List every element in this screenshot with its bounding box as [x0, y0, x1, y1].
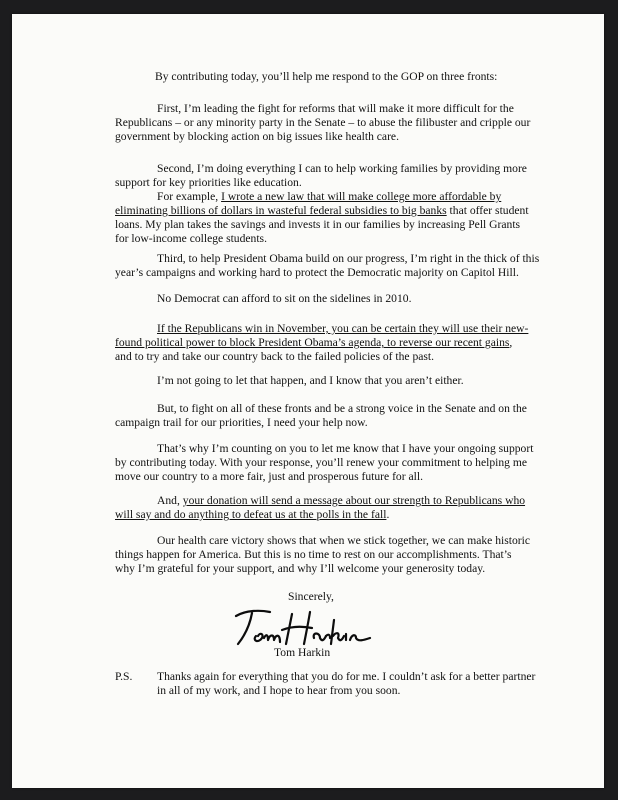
p3-line-4: for low-income college students.	[115, 232, 267, 245]
p1-line-2: Republicans – or any minority party in the Senate – to abuse the filibuster and cripple our	[115, 116, 531, 129]
p6-line-1	[157, 322, 528, 336]
signature	[230, 606, 380, 650]
p3-underlined-text: I wrote a new law that will make college more affordable by	[221, 190, 502, 203]
p9-line-2: by contributing today. With your response, you’ll renew your commitment to helping me	[115, 456, 528, 469]
p3-text: For example,	[157, 190, 222, 203]
p6-text: ,	[509, 336, 513, 349]
p3-line-3: loans. My plan takes the savings and invests it in our families by increasing Pell Grants	[115, 218, 521, 231]
p3-underlined-text: eliminating billions of dollars in wasteful federal subsidies to big banks	[115, 204, 447, 217]
p3-line-1	[157, 190, 501, 204]
p3-line-2	[115, 204, 529, 218]
p2-line-1: Second, I’m doing everything I can to help working families by providing more	[157, 162, 527, 175]
closing: Sincerely,	[288, 590, 334, 603]
ps-label: P.S.	[115, 670, 133, 683]
p10-text: .	[386, 508, 390, 521]
p4-line-2: year’s campaigns and working hard to protect the Democratic majority on Capitol Hill.	[115, 266, 519, 279]
p5-line: No Democrat can afford to sit on the sidelines in 2010.	[157, 292, 412, 305]
intro-line: By contributing today, you’ll help me respond to the GOP on three fronts:	[155, 70, 498, 83]
p3-text: that offer student	[446, 204, 529, 217]
p2-line-2: support for key priorities like education.	[115, 176, 302, 189]
p6-underlined-text: If the Republicans win in November, you can be certain they will use their new-	[157, 322, 529, 335]
ps-line-1: Thanks again for everything that you do for me. I couldn’t ask for a better partner	[157, 670, 536, 683]
p1-line-1: First, I’m leading the fight for reforms that will make it more difficult for the	[157, 102, 514, 115]
p10-underlined-text: your donation will send a message about our strength to Republicans who	[182, 494, 526, 507]
p10-line-2	[115, 508, 389, 522]
p9-line-3: move our country to a more fair, just and prosperous future for all.	[115, 470, 423, 483]
p7-line: I’m not going to let that happen, and I know that you aren’t either.	[157, 374, 464, 387]
p11-line-2: things happen for America. But this is no time to rest on our accomplishments. That’s	[115, 548, 512, 561]
p6-underlined-text: found political power to block President Obama’s agenda, to reverse our recent gains	[115, 336, 510, 349]
p10-text: And,	[157, 494, 183, 507]
signer-name: Tom Harkin	[274, 646, 331, 659]
p8-line-2: campaign trail for our priorities, I need your help now.	[115, 416, 368, 429]
p8-line-1: But, to fight on all of these fronts and be a strong voice in the Senate and on the	[157, 402, 527, 415]
p10-line-1	[157, 494, 525, 508]
p11-line-1: Our health care victory shows that when we stick together, we can make historic	[157, 534, 530, 547]
p10-underlined-text: will say and do anything to defeat us at the polls in the fall	[115, 508, 387, 521]
p9-line-1: That’s why I’m counting on you to let me know that I have your ongoing support	[157, 442, 534, 455]
letter-page	[12, 14, 604, 788]
p4-line-1: Third, to help President Obama build on our progress, I’m right in the thick of this	[157, 252, 540, 265]
p6-line-2	[115, 336, 512, 350]
p6-line-3: and to try and take our country back to the failed policies of the past.	[115, 350, 435, 363]
p1-line-3: government by blocking action on big issues like health care.	[115, 130, 399, 143]
ps-line-2: in all of my work, and I hope to hear from you soon.	[157, 684, 401, 697]
p11-line-3: why I’m grateful for your support, and why I’ll welcome your generosity today.	[115, 562, 486, 575]
